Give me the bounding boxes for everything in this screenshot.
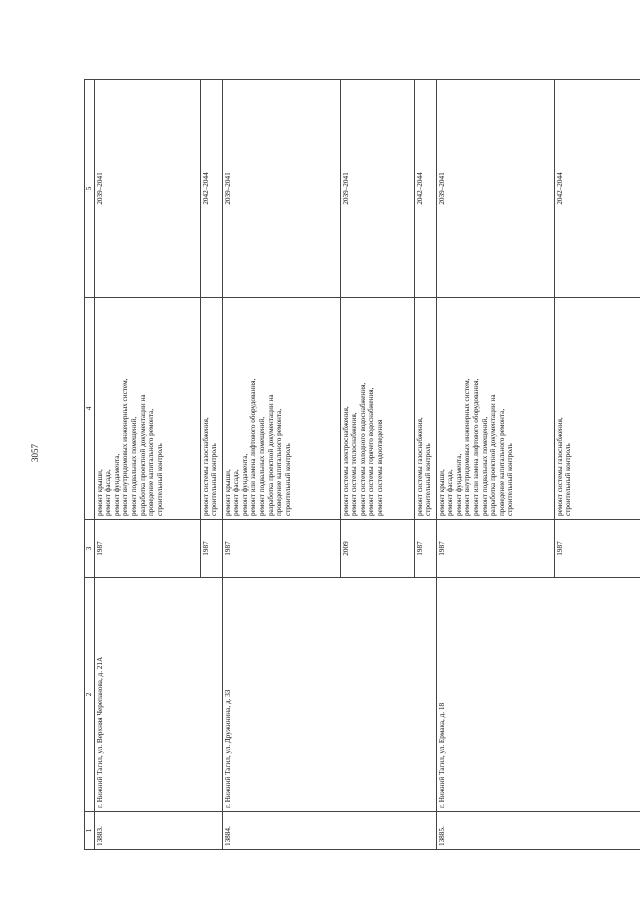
record-number: 13884. — [222, 812, 436, 850]
work-item: проведение капитального ремонта, — [497, 408, 506, 516]
work-item: ремонт системы холодного водоснабжения, — [358, 382, 367, 516]
page-number: 3057 — [30, 444, 40, 462]
work-item: ремонт фасада, — [104, 469, 113, 516]
work-item: разработка проектной документации на — [138, 394, 147, 516]
work-item: ремонт системы водоотведения — [375, 419, 384, 516]
works-list — [94, 298, 200, 520]
record-address: г. Нижний Тагил, ул. Верхняя Черепанова, д. 21А — [94, 578, 222, 812]
work-item: разработка проектной документации на — [266, 394, 275, 516]
work-item: ремонт внутридомовых инженерных систем, — [463, 378, 472, 516]
repair-schedule-table — [84, 79, 640, 850]
work-item: ремонт фундамента, — [112, 453, 121, 516]
header-col-5: 5 — [85, 80, 95, 298]
header-row — [85, 80, 95, 850]
work-item: проведение капитального ремонта, — [147, 408, 156, 516]
table-body — [94, 80, 640, 850]
header-col-3: 3 — [85, 520, 95, 578]
work-item: ремонт подвальных помещений, — [129, 416, 138, 516]
record-number: 13883. — [94, 812, 222, 850]
works-list — [340, 298, 414, 520]
commissioning-year: 1987 — [222, 520, 340, 578]
work-item: проведение капитального ремонта, — [275, 408, 284, 516]
commissioning-year: 1987 — [436, 520, 554, 578]
works-list — [414, 298, 436, 520]
repair-period: 2039–2041 — [340, 80, 414, 298]
work-item: ремонт системы газоснабжения, — [201, 417, 210, 516]
works-list — [436, 298, 554, 520]
work-item: ремонт крыши, — [223, 469, 232, 516]
commissioning-year: 1987 — [414, 520, 436, 578]
work-item: ремонт фундамента, — [454, 453, 463, 516]
table-row — [222, 80, 340, 850]
work-item: ремонт системы электроснабжения, — [341, 406, 350, 516]
work-item: строительный контроль — [506, 443, 515, 516]
work-item: ремонт или замена лифтового оборудования, — [249, 378, 258, 516]
repair-period: 2039–2041 — [436, 80, 554, 298]
work-item: ремонт фундамента, — [240, 453, 249, 516]
work-item: ремонт подвальных помещений, — [480, 416, 489, 516]
work-item: разработка проектной документации на — [489, 394, 498, 516]
record-address: г. Нижний Тагил, ул. Ермака, д. 18 — [436, 578, 640, 812]
work-item: ремонт системы газоснабжения, — [415, 417, 424, 516]
work-item: строительный контроль — [564, 443, 573, 516]
works-list — [554, 298, 640, 520]
work-item: ремонт системы горячего водоснабжения, — [367, 387, 376, 516]
header-col-4: 4 — [85, 298, 95, 520]
work-item: строительный контроль — [283, 443, 292, 516]
work-item: строительный контроль — [424, 443, 433, 516]
commissioning-year: 1987 — [200, 520, 222, 578]
work-item: ремонт подвальных помещений, — [257, 416, 266, 516]
commissioning-year: 1987 — [94, 520, 200, 578]
repair-period: 2042–2044 — [414, 80, 436, 298]
work-item: ремонт системы газоснабжения, — [555, 417, 564, 516]
work-item: ремонт системы теплоснабжения, — [350, 412, 359, 516]
works-list — [222, 298, 340, 520]
work-item: ремонт крыши, — [95, 469, 104, 516]
works-list — [200, 298, 222, 520]
repair-period: 2042–2044 — [200, 80, 222, 298]
work-item: ремонт или замена лифтового оборудования, — [471, 378, 480, 516]
table-row — [436, 80, 554, 850]
rotated-table-container — [84, 80, 573, 850]
repair-period: 2039–2041 — [222, 80, 340, 298]
repair-period: 2042–2044 — [554, 80, 640, 298]
work-item: ремонт внутридомовых инженерных систем, — [121, 378, 130, 516]
work-item: ремонт фасада, — [232, 469, 241, 516]
header-col-2: 2 — [85, 578, 95, 812]
repair-period: 2039–2041 — [94, 80, 200, 298]
work-item: ремонт фасада, — [446, 469, 455, 516]
table-row — [94, 80, 200, 850]
record-address: г. Нижний Тагил, ул. Дружинина, д. 33 — [222, 578, 436, 812]
work-item: строительный контроль — [210, 443, 219, 516]
work-item: строительный контроль — [155, 443, 164, 516]
commissioning-year: 2009 — [340, 520, 414, 578]
record-number: 13885. — [436, 812, 640, 850]
work-item: ремонт крыши, — [437, 469, 446, 516]
commissioning-year: 1987 — [554, 520, 640, 578]
header-col-1: 1 — [85, 812, 95, 850]
